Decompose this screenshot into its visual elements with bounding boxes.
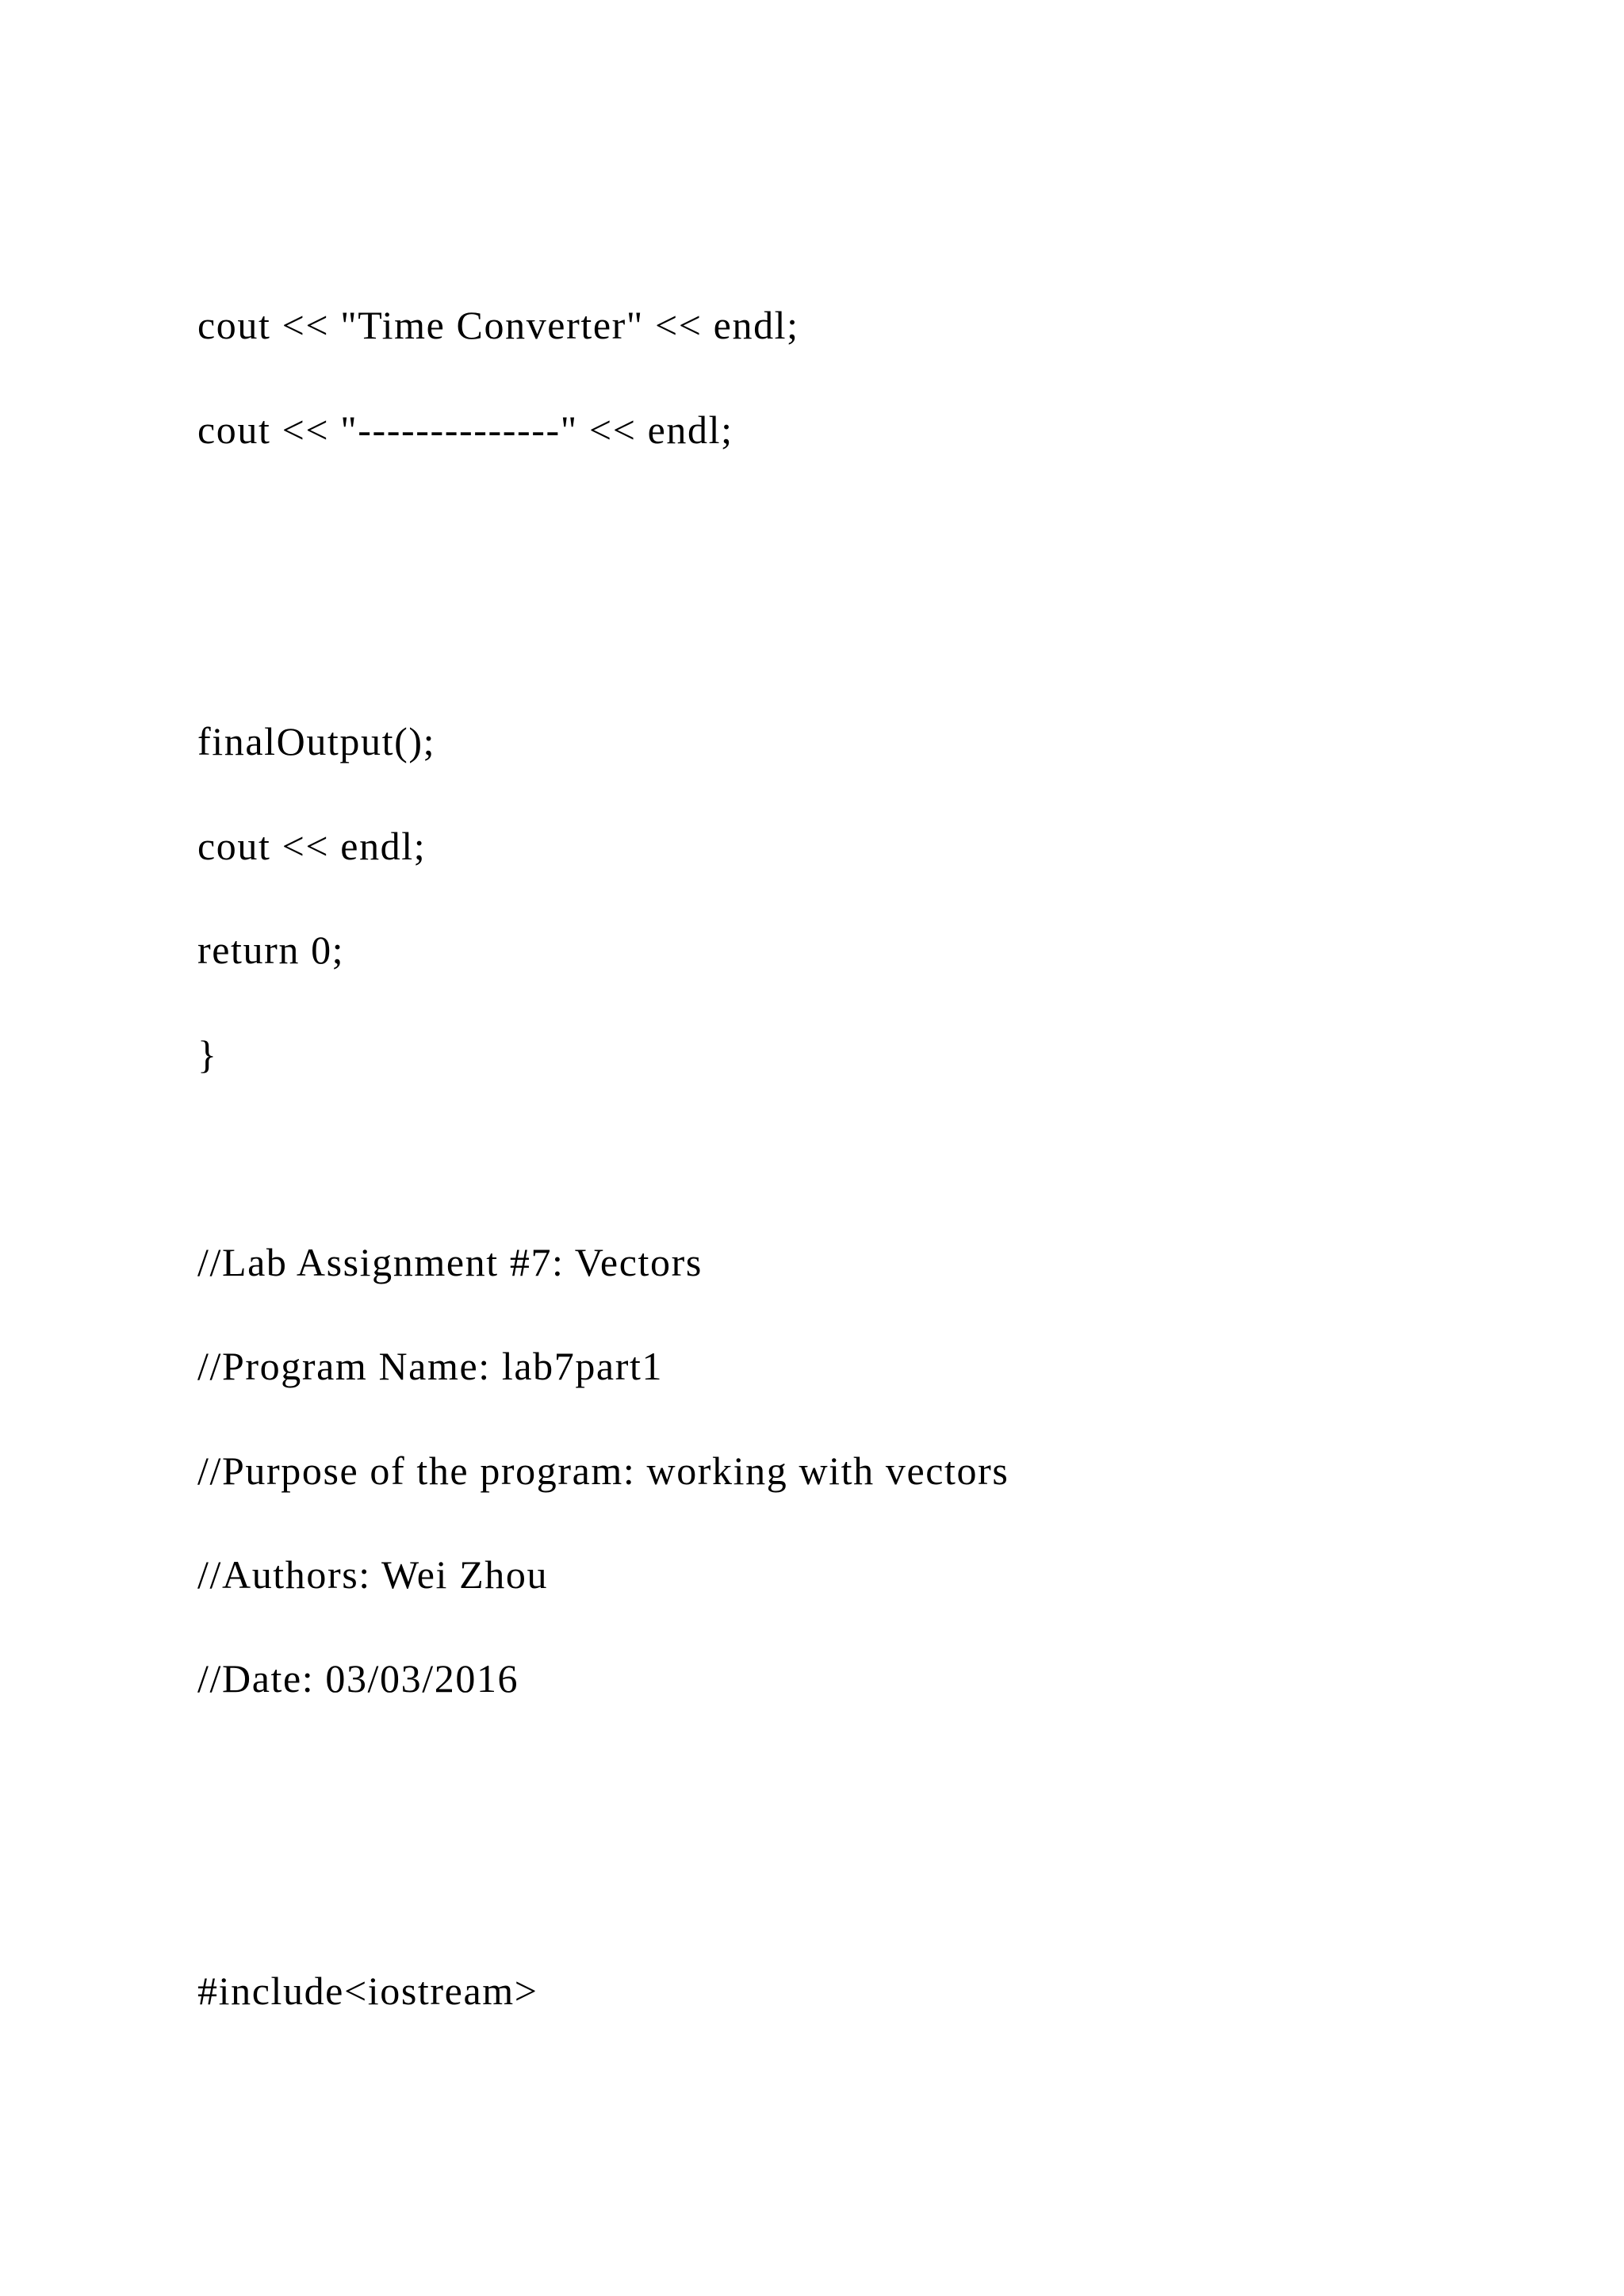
code-line-include: #include<iostream> xyxy=(197,1969,538,2013)
comment-date: //Date: 03/03/2016 xyxy=(197,1656,519,1701)
code-line-cout-title: cout << "Time Converter" << endl; xyxy=(197,303,799,347)
code-line-cout-endl: cout << endl; xyxy=(197,824,427,868)
comment-purpose: //Purpose of the program: working with vectors xyxy=(197,1448,1009,1493)
comment-authors: //Authors: Wei Zhou xyxy=(197,1552,549,1597)
code-line-return: return 0; xyxy=(197,928,345,972)
code-line-cout-separator: cout << "--------------" << endl; xyxy=(197,408,733,452)
comment-program-name: //Program Name: lab7part1 xyxy=(197,1344,664,1388)
comment-lab-assignment: //Lab Assignment #7: Vectors xyxy=(197,1240,703,1284)
code-line-final-output: finalOutput(); xyxy=(197,719,436,763)
code-line-closing-brace: } xyxy=(197,1032,218,1077)
